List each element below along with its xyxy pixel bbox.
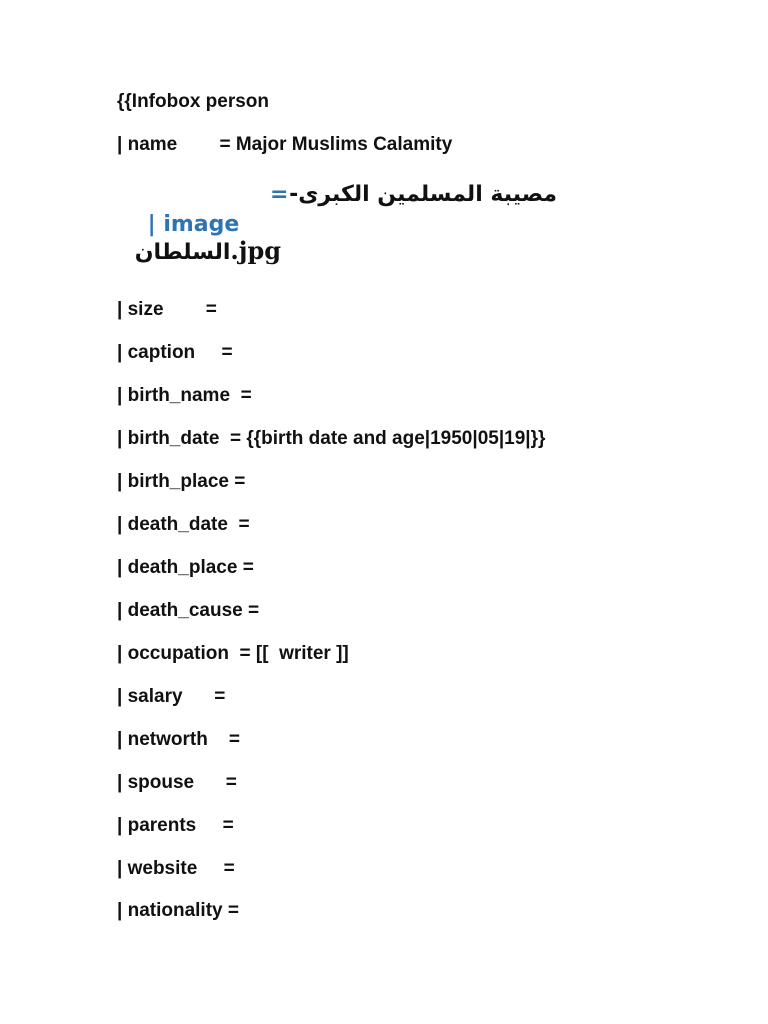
image-key-label: | image: [147, 212, 240, 237]
field-parents: | parents =: [117, 815, 234, 836]
field-salary: | salary =: [117, 686, 226, 707]
image-filename-arabic-part-1: مصيبة المسلمين الكبرى-: [289, 182, 557, 207]
field-image: [117, 180, 577, 237]
field-image-continuation: [117, 218, 282, 265]
image-equals-sign: =: [270, 182, 289, 207]
field-death-date: | death_date =: [117, 514, 250, 535]
infobox-header: {{Infobox person: [117, 91, 270, 112]
field-death-cause: | death_cause =: [117, 600, 260, 621]
image-filename-arabic-part-2: السلطان: [134, 240, 231, 265]
field-spouse: | spouse =: [117, 772, 237, 793]
field-networth: | networth =: [117, 729, 241, 750]
field-caption: | caption =: [117, 342, 233, 363]
field-website: | website =: [117, 858, 235, 879]
field-birth-date: | birth_date = {{birth date and age|1950|05|19|}}: [117, 428, 546, 449]
field-birth-place: | birth_place =: [117, 471, 246, 492]
field-name: | name = Major Muslims Calamity: [117, 134, 453, 155]
field-size: | size =: [117, 299, 217, 320]
field-death-place: | death_place =: [117, 557, 254, 578]
field-birth-name: | birth_name =: [117, 385, 252, 406]
field-occupation: | occupation = [[ writer ]]: [117, 643, 349, 664]
image-filename-extension: .jpg: [230, 236, 282, 265]
field-nationality: | nationality =: [117, 900, 239, 921]
